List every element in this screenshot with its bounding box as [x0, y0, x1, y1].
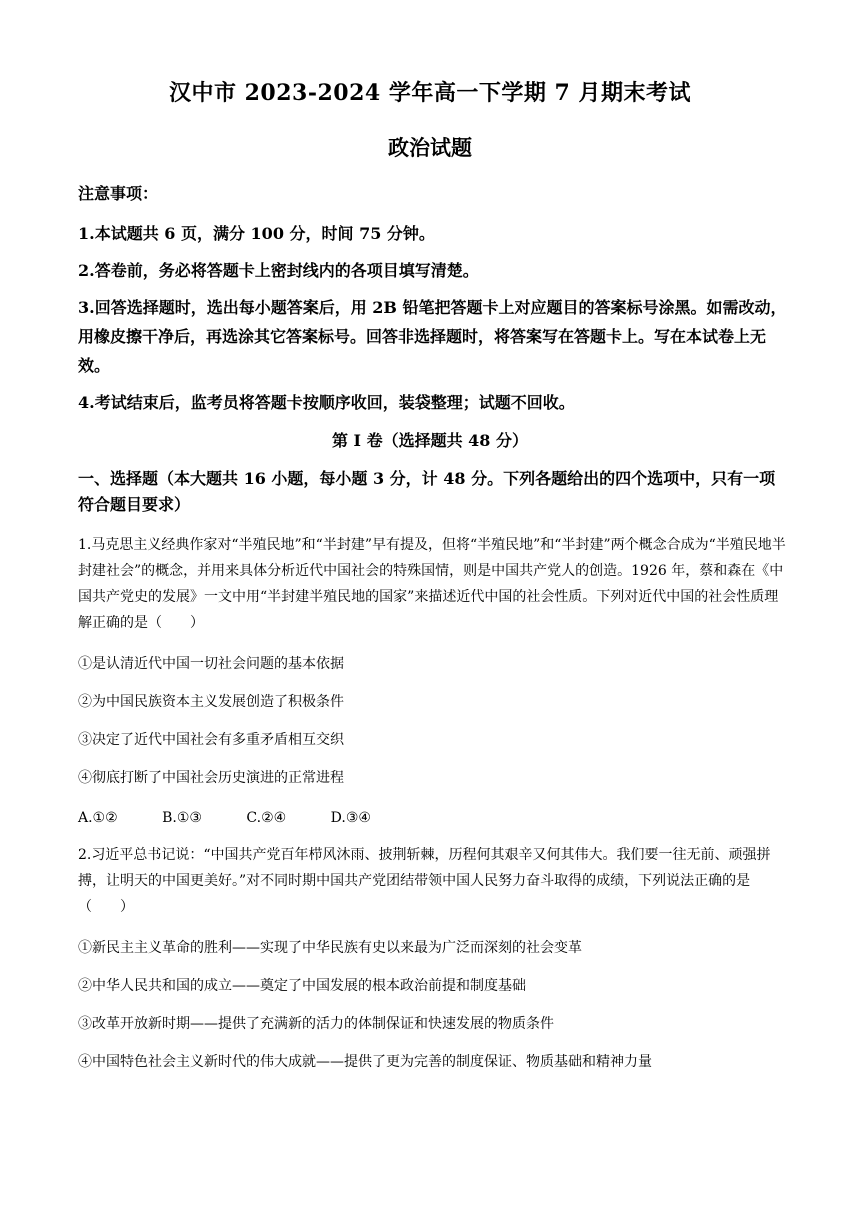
question-1-option: ④彻底打断了中国社会历史演进的正常进程 [78, 770, 344, 786]
question-2-option: ②中华人民共和国的成立——奠定了中国发展的根本政治前提和制度基础 [78, 978, 526, 994]
question-2-option: ④中国特色社会主义新时代的伟大成就——提供了更为完善的制度保证、物质基础和精神力量 [78, 1054, 652, 1070]
note-item: 4.考试结束后，监考员将答题卡按顺序收回，装袋整理；试题不回收。 [78, 393, 575, 412]
question-2-option: ③改革开放新时期——提供了充满新的活力的体制保证和快速发展的物质条件 [78, 1016, 554, 1032]
note-item: 1.本试题共 6 页，满分 100 分，时间 75 分钟。 [78, 224, 435, 243]
exam-subject-title: 政治试题 [388, 135, 472, 160]
choice-a: A.①② [78, 810, 118, 826]
choice-d: D.③④ [330, 810, 371, 826]
question-2-stem: 2.习近平总书记说：“中国共产党百年栉风沐雨、披荆斩棘，历程何其艰辛又何其伟大。我们要一往无前、顽强拼搏，让明天的中国更美好。”对不同时期中国共产党团结带领中国人民努力奋斗取得的成绩，下列说法正确的是（ ） [78, 847, 771, 915]
section-title: 第 I 卷（选择题共 48 分） [331, 431, 529, 450]
note-item: 2.答卷前，务必将答题卡上密封线内的各项目填写清楚。 [78, 261, 479, 280]
question-1-stem: 1.马克思主义经典作家对“半殖民地”和“半封建”早有提及，但将“半殖民地”和“半封建”两个概念合成为“半殖民地半封建社会”的概念，并用来具体分析近代中国社会的特殊国情，则是中国共产党人的创造。1926 年，蔡和森在《中国共产党史的发展》一文中用“半封建半殖民地的国家”来描述近代中国的社会性质。下列对近代中国的社会性质理解正确的是（ ） [78, 537, 786, 631]
question-1-choices [78, 808, 411, 828]
choice-c: C.②④ [246, 810, 287, 826]
choice-b: B.①③ [162, 810, 202, 826]
part-heading: 一、选择题（本大题共 16 小题，每小题 3 分，计 48 分。下列各题给出的四个选项中，只有一项符合题目要求） [78, 469, 776, 514]
notes-heading: 注意事项： [78, 184, 159, 203]
exam-title: 汉中市 2023-2024 学年高一下学期 7 月期末考试 [168, 80, 692, 106]
question-1-option: ①是认清近代中国一切社会问题的基本依据 [78, 656, 344, 672]
notes-block [78, 182, 788, 425]
question-1-option: ②为中国民族资本主义发展创造了积极条件 [78, 694, 344, 710]
question-2-option: ①新民主主义革命的胜利——实现了中华民族有史以来最为广泛而深刻的社会变革 [78, 940, 582, 956]
question-1-option: ③决定了近代中国社会有多重矛盾相互交织 [78, 732, 344, 748]
note-item: 3.回答选择题时，选出每小题答案后，用 2B 铅笔把答题卡上对应题目的答案标号涂黑。如需改动，用橡皮擦干净后，再选涂其它答案标号。回答非选择题时，将答案写在答题卡上。写在本试卷上无效。 [78, 298, 787, 375]
